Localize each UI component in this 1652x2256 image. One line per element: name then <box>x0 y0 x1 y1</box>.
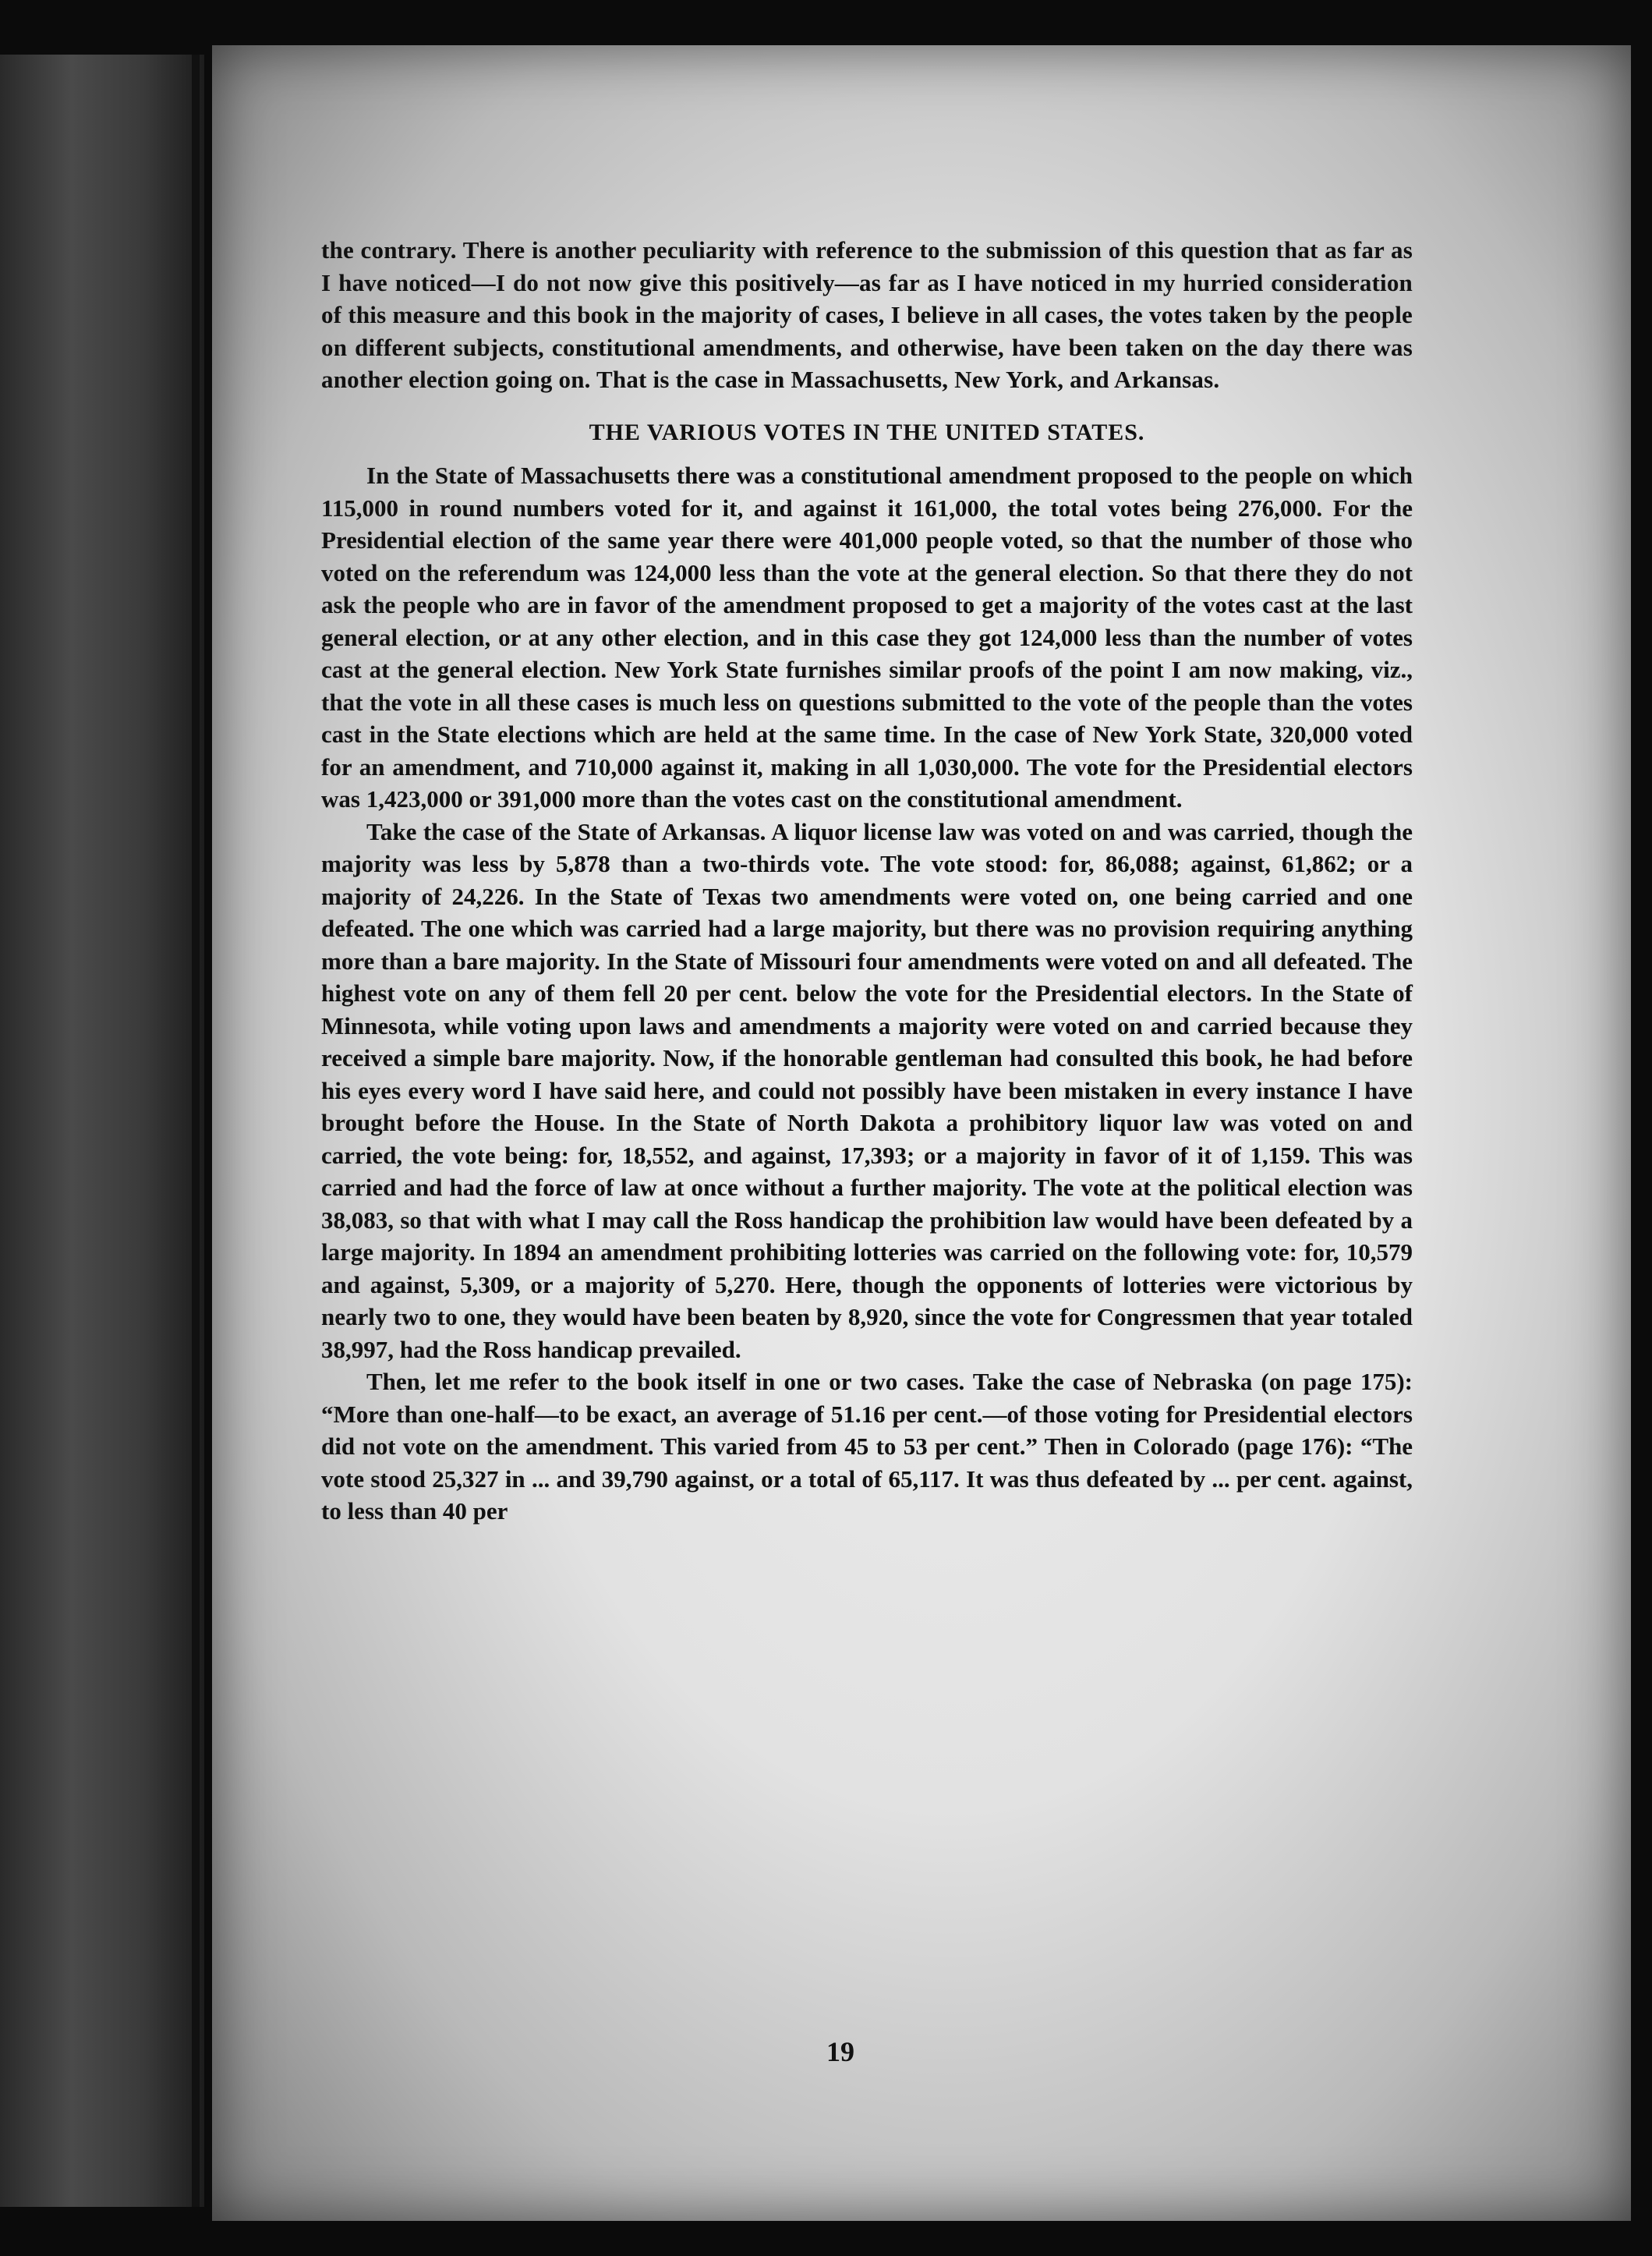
section-heading: THE VARIOUS VOTES IN THE UNITED STATES. <box>589 419 1145 445</box>
paragraph-book-reference: Then, let me refer to the book itself in one or two cases. Take the case of Nebraska (on page 175): “More than one-half—to be exact, an average of 51.16 per cent.—of those voting for Presidential electors did not vote on the amendment. This varied from 45 to 53 per cent.” Then in Colorado (page 176): “The vote stood 25,327 in ... and 39,790 against, or a total of 65,117. It was thus defeated by ... per cent. against, to less than 40 per <box>321 1368 1413 1525</box>
spine-edge <box>192 55 200 2207</box>
book-spine <box>0 55 204 2207</box>
body-text <box>321 234 1413 1528</box>
page-number: 19 <box>826 2036 854 2067</box>
paragraph-massachusetts: In the State of Massachusetts there was a constitutional amendment proposed to the people on which 115,000 in round numbers voted for it, and against it 161,000, the total votes being 276,000. For the Presidential election of the same year there were 401,000 people voted, so that the number of those who voted on the referendum was 124,000 less than the vote at the general election. So that there they do not ask the people who are in favor of the amendment proposed to get a majority of the votes cast at the last general election, or at any other election, and in this case they got 124,000 less than the number of votes cast at the general election. New York State furnishes similar proofs of the point I am now making, viz., that the vote in all these cases is much less on questions submitted to the vote of the people than the votes cast in the State elections which are held at the same time. In the case of New York State, 320,000 voted for an amendment, and 710,000 against it, making in all 1,030,000. The vote for the Presidential electors was 1,423,000 or 391,000 more than the votes cast on the constitutional amendment. <box>321 462 1413 813</box>
paragraph-continuation: the contrary. There is another peculiarity with reference to the submission of this question that as far as I have noticed—I do not now give this positively—as far as I have noticed in my hurried consideration of this measure and this book in the majority of cases, I believe in all cases, the votes taken by the people on different subjects, constitutional amendments, and otherwise, have been taken on the day there was another election going on. That is the case in Massachusetts, New York, and Arkansas. <box>321 236 1413 393</box>
paragraph-arkansas: Take the case of the State of Arkansas. A liquor license law was voted on and was carried, though the majority was less by 5,878 than a two-thirds vote. The vote stood: for, 86,088; against, 61,862; or a majority of 24,226. In the State of Texas two amendments were voted on, one being carried and one defeated. The one which was carried had a large majority, but there was no provision requiring anything more than a bare majority. In the State of Missouri four amendments were voted on and all defeated. The highest vote on any of them fell 20 per cent. below the vote for the Presidential electors. In the State of Minnesota, while voting upon laws and amendments a majority were voted on and carried because they received a simple bare majority. Now, if the honorable gentleman had consulted this book, he had before his eyes every word I have said here, and could not possibly have been mistaken in every instance I have brought before the House. In the State of North Dakota a prohibitory liquor law was voted on and carried, the vote being: for, 18,552, and against, 17,393; or a majority in favor of it of 1,159. This was carried and had the force of law at once without a further majority. The vote at the political election was 38,083, so that with what I may call the Ross handicap the prohibition law would have been defeated by a large majority. In 1894 an amendment prohibiting lotteries was carried on the following vote: for, 10,579 and against, 5,309, or a majority of 5,270. Here, though the opponents of lotteries were victorious by nearly two to one, they would have been beaten by 8,920, since the vote for Congressmen that year totaled 38,997, had the Ross handicap prevailed. <box>321 817 1413 1363</box>
